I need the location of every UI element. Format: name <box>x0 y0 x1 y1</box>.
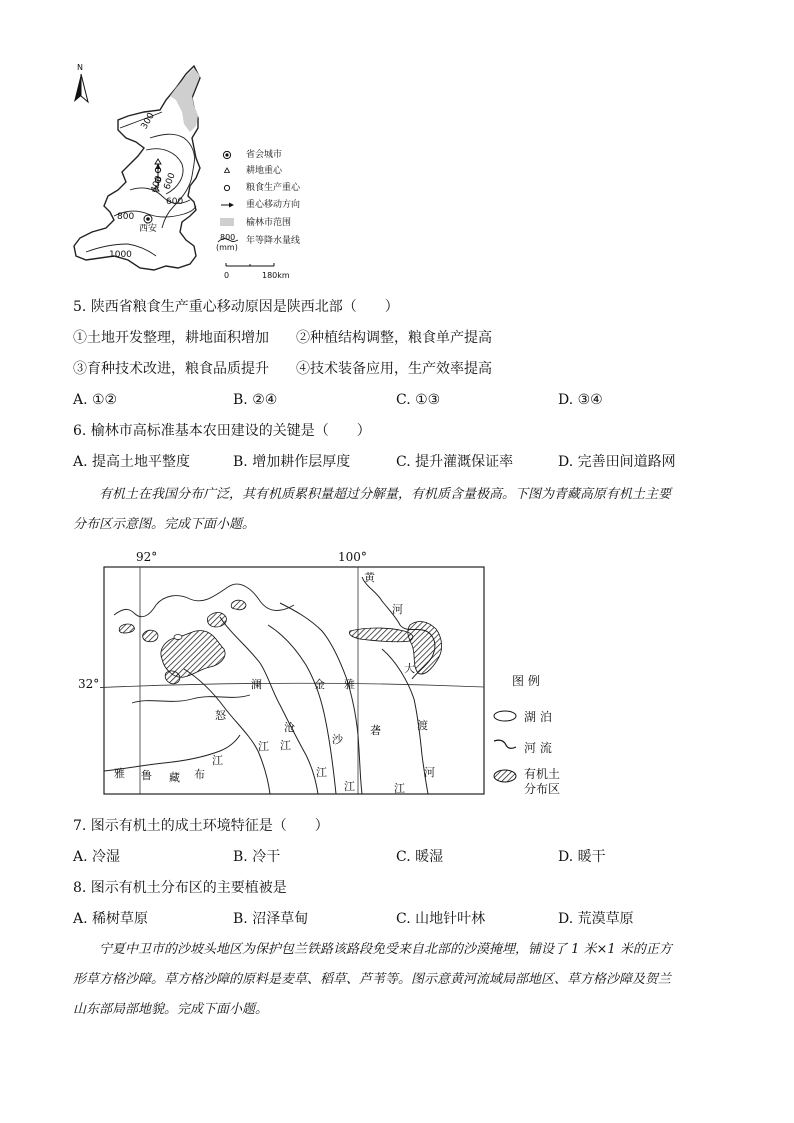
scale-end-label: 180km <box>262 271 290 280</box>
yarlung-1-label: 雅 <box>114 767 125 780</box>
shaanxi-map <box>66 60 326 282</box>
legend-farmland-label: 耕地重心 <box>246 166 283 176</box>
legend-iso-label: 年等降水量线 <box>246 236 301 246</box>
q5-statement-3: ③育种技术改进，粮食品质提升 <box>73 361 269 377</box>
jiang1-label: 江 <box>280 739 291 752</box>
q5-option-d[interactable]: D. ③④ <box>558 392 603 408</box>
cang-label: 沧 <box>284 721 295 734</box>
intro-paragraph-2-line-3: 山东部局部地貌。完成下面小题。 <box>73 1002 269 1017</box>
legend-capital-label: 省会城市 <box>246 150 283 160</box>
lon-92-label: 92° <box>136 550 158 564</box>
lon-100-label: 100° <box>338 550 367 564</box>
he-label: 河 <box>392 603 403 616</box>
legend-icons <box>218 151 238 242</box>
organic-soil-map-svg <box>100 565 490 797</box>
lake-icon <box>492 708 518 727</box>
q5-option-a[interactable]: A. ①② <box>73 392 118 408</box>
river-icon <box>492 736 518 755</box>
intro-paragraph-1-line-1: 有机土在我国分布广泛，其有机质累积量超过分解量，有机质含量极高。下图为青藏高原有机土主要 <box>99 487 672 502</box>
capital-city-icon <box>144 215 152 223</box>
north-label: N <box>77 63 83 72</box>
legend-yulin-label: 榆林市范围 <box>246 218 292 228</box>
yarlung-2-label: 鲁 <box>141 769 152 782</box>
jiang2-label: 江 <box>316 766 327 779</box>
jiang3-label: 江 <box>344 780 355 793</box>
q8-option-a[interactable]: A. 稀树草原 <box>73 911 149 927</box>
map2-legend-lake: 湖 泊 <box>524 710 552 724</box>
he2-label: 河 <box>424 766 435 779</box>
q7-option-b[interactable]: B. 冷干 <box>233 849 281 865</box>
city-xian-label: 西安 <box>139 224 158 234</box>
q8-option-b[interactable]: B. 沼泽草甸 <box>233 911 309 927</box>
q7-option-d[interactable]: D. 暖干 <box>558 849 606 865</box>
q6-option-b[interactable]: B. 增加耕作层厚度 <box>233 454 351 470</box>
jiang4-label: 江 <box>258 740 269 753</box>
jin-label: 金 <box>314 678 325 691</box>
yalong-jiang-label: 江 <box>394 782 405 795</box>
isoline-800-label: 800 <box>117 212 135 222</box>
lan-label: 澜 <box>251 678 262 691</box>
scale-bar <box>226 263 274 266</box>
shaanxi-map-svg <box>66 60 326 282</box>
da-label: 大 <box>404 662 415 675</box>
map2-legend-soil-line2: 分布区 <box>524 782 561 796</box>
ya-label: 雅 <box>344 678 355 691</box>
intro-paragraph-1-line-2: 分布区示意图。完成下面小题。 <box>73 517 256 532</box>
isoline-300-label: 300 <box>139 111 157 132</box>
q5-option-c[interactable]: C. ①③ <box>396 392 441 408</box>
q6-option-a[interactable]: A. 提高土地平整度 <box>73 454 191 470</box>
map2-legend-soil-line1: 有机土 <box>524 767 561 781</box>
q7-option-c[interactable]: C. 暖湿 <box>396 849 444 865</box>
isoline-400-label: 400 <box>149 174 165 195</box>
lat-32-label: 32° <box>78 677 100 691</box>
q7-stem: 7. 图示有机土的成土环境特征是（ ） <box>73 818 329 834</box>
isoline-600b-label: 600 <box>166 197 184 207</box>
q5-statement-2: ②种植结构调整，粮食单产提高 <box>296 330 492 346</box>
north-arrow-icon <box>74 74 88 102</box>
intro-paragraph-2-line-2: 形草方格沙障。草方格沙障的原料是麦草、稻草、芦苇等。图示意黄河流域局部地区、草方格沙障及贺兰 <box>73 972 672 987</box>
map2-legend-river: 河 流 <box>524 741 552 755</box>
q5-option-b[interactable]: B. ②④ <box>233 392 278 408</box>
q5-stem: 5. 陕西省粮食生产重心移动原因是陕西北部（ ） <box>73 299 399 315</box>
legend-direction-label: 重心移动方向 <box>246 200 301 210</box>
q7-option-a[interactable]: A. 冷湿 <box>73 849 121 865</box>
du-label: 渡 <box>417 719 428 732</box>
huang-label: 黄 <box>364 571 375 584</box>
isoline-600a-label: 600 <box>162 171 178 192</box>
q5-statement-1: ①土地开发整理，耕地面积增加 <box>73 330 269 346</box>
long-label: 砻 <box>370 724 381 737</box>
intro-paragraph-2-line-1: 宁夏中卫市的沙坡头地区为保护包兰铁路该路段免受来自北部的沙漠掩埋，铺设了 1 米×1 米的正方 <box>99 942 672 957</box>
legend-iso-unit: (mm) <box>216 243 238 252</box>
legend-grain-label: 粮食生产重心 <box>246 183 301 193</box>
organic-soil-map <box>100 565 490 797</box>
map2-legend-title: 图 例 <box>512 674 540 688</box>
isoline-1000-label: 1000 <box>109 250 132 260</box>
q6-stem: 6. 榆林市高标准基本农田建设的关键是（ ） <box>73 423 371 439</box>
q5-statement-4: ④技术装备应用，生产效率提高 <box>296 361 492 377</box>
intro-paragraph-1 <box>73 480 733 540</box>
nu-label: 怒 <box>215 709 226 722</box>
q8-stem: 8. 图示有机土分布区的主要植被是 <box>73 880 287 896</box>
yarlung-4-label: 布 <box>194 768 205 781</box>
scale-start-label: 0 <box>224 271 230 280</box>
intro-paragraph-2 <box>73 935 733 1025</box>
q6-option-d[interactable]: D. 完善田间道路网 <box>558 454 676 470</box>
organic-soil-legend-icon <box>492 768 518 788</box>
q6-option-c[interactable]: C. 提升灌溉保证率 <box>396 454 514 470</box>
yarlung-3-label: 藏 <box>169 771 180 784</box>
legend-iso-value: 800 <box>220 233 236 242</box>
q8-option-c[interactable]: C. 山地针叶林 <box>396 911 486 927</box>
yarlung-5-label: 江 <box>212 754 223 767</box>
q8-option-d[interactable]: D. 荒漠草原 <box>558 911 634 927</box>
sha-label: 沙 <box>332 733 343 746</box>
